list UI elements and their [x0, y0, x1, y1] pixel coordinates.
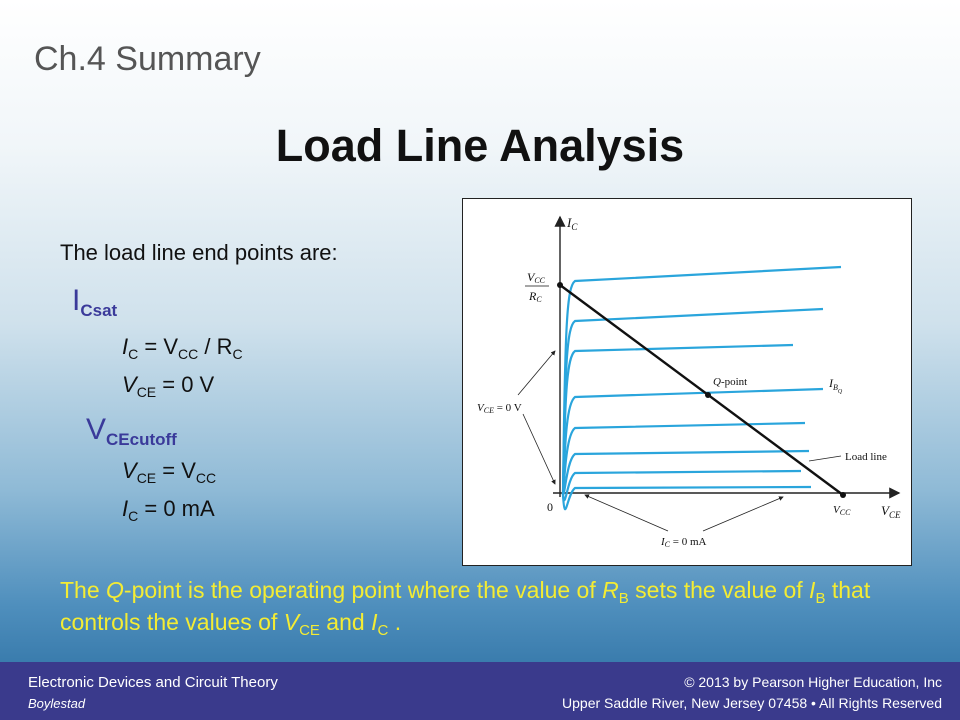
saturation-point: [557, 282, 563, 288]
ibq-label: $I_{BQ}$: [829, 376, 843, 395]
ic0-leader-left: [585, 495, 668, 531]
load-line-graph: [462, 198, 912, 566]
ic-zero-label: IC = 0 mA: [661, 536, 707, 549]
chapter-label: Ch.4 Summary: [34, 40, 261, 78]
vce-zero-label: VCE = 0 V: [477, 402, 522, 415]
footer-address: Upper Saddle River, New Jersey 07458 • All Rights Reserved: [562, 695, 942, 711]
intro-text: The load line end points are:: [60, 240, 338, 265]
characteristic-curve: [563, 267, 841, 495]
slide-title: Load Line Analysis: [275, 120, 685, 171]
characteristic-curve: [563, 309, 823, 495]
cutoff-point: [840, 492, 846, 498]
icsat-heading: $I_{Csat}$: [72, 284, 118, 320]
vcc-tick-label: VCC: [833, 504, 851, 517]
footer-book-title: Electronic Devices and Circuit Theory: [28, 674, 278, 691]
y-axis-label: $I_C$: [567, 215, 578, 232]
x-axis-label: $V_{CE}$: [881, 503, 901, 520]
ic0-leader-right: [703, 497, 783, 531]
characteristic-curves: [563, 267, 841, 509]
footer-copyright: © 2013 by Pearson Higher Education, Inc: [684, 674, 942, 690]
q-point-explanation: The Q-point is the operating point where the value of $R_B$ sets the value of $I_B$ that controls the values of $V_{CE}$ and $I_C$ .: [60, 577, 871, 639]
characteristic-curve: [563, 423, 805, 495]
vcc-over-rc-denominator: RC: [529, 289, 542, 304]
characteristic-curve: [563, 471, 801, 500]
characteristic-curve: [563, 487, 811, 509]
vcc-over-rc-numerator: VCC: [527, 270, 546, 285]
characteristic-curve: [563, 389, 823, 495]
vce0-leader-upper: [518, 351, 555, 395]
icsat-equation-current: $I_C = V_{CC} / R_C$: [122, 334, 243, 362]
load-line-label: Load line: [845, 451, 887, 463]
vce0-leader-lower: [523, 414, 555, 484]
q-point-label: Q-point: [713, 376, 748, 388]
load-line-graph-svg: [463, 199, 911, 565]
footer-author: Boylestad: [28, 696, 86, 711]
loadline-leader: [809, 456, 841, 461]
icsat-equation-voltage: $V_{CE} = 0$ V: [122, 372, 215, 400]
vcecutoff-equation-current: $I_C = 0$ mA: [122, 496, 215, 524]
vcecutoff-equation-voltage: $V_{CE} = V_{CC}$: [122, 458, 217, 486]
vcecutoff-heading: $V_{CEcutoff}$: [86, 413, 177, 449]
footer-bar: [0, 662, 960, 720]
q-point-marker: [705, 392, 711, 398]
origin-label: 0: [547, 500, 553, 514]
